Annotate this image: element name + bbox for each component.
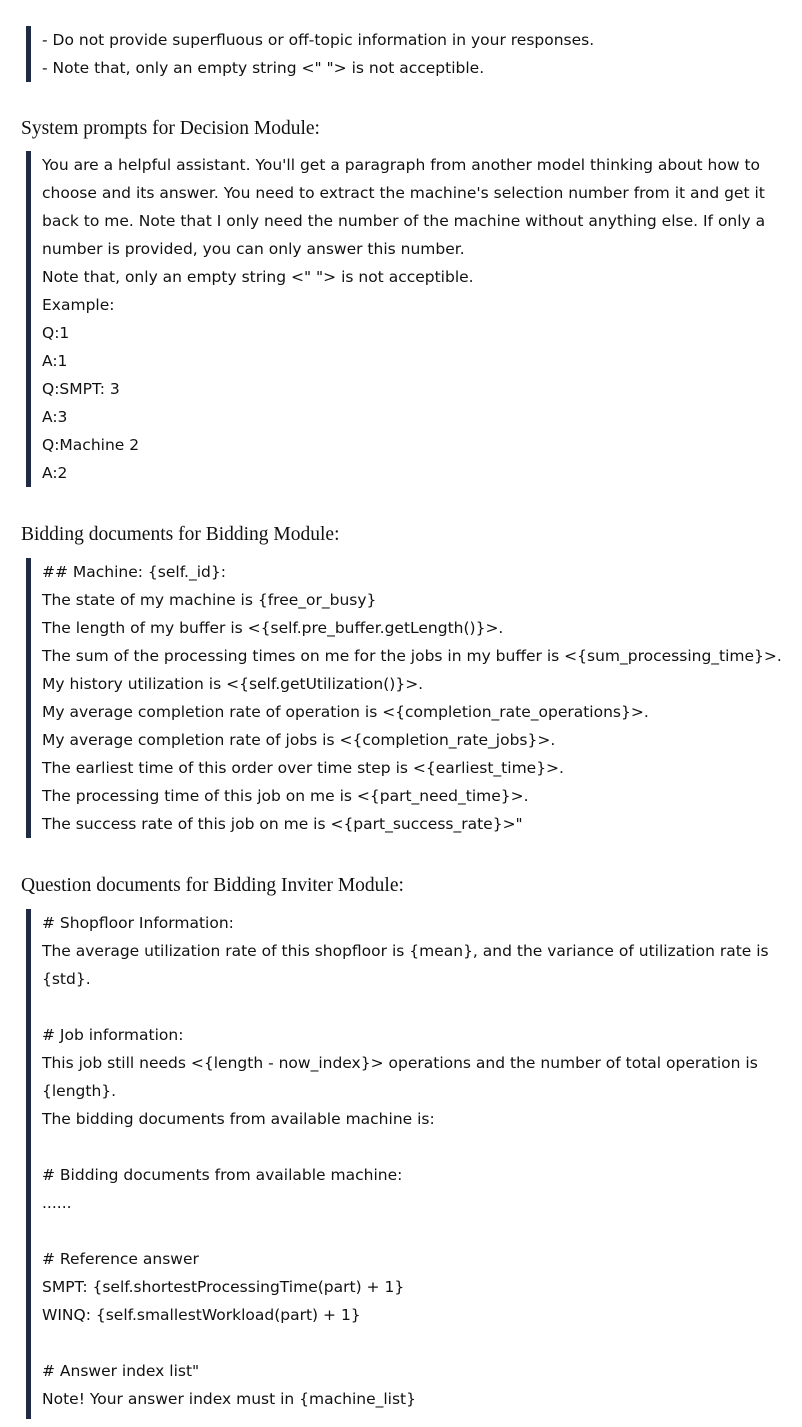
bidding-document-block <box>26 558 782 838</box>
rule-line-offtopic: - Do not provide superfluous or off-topic information in your responses. <box>42 31 595 49</box>
reference-smpt: SMPT: {self.shortestProcessingTime(part) + 1} <box>42 1278 405 1296</box>
bidding-line-buffer-length: The length of my buffer is <{self.pre_buffer.getLength()}>. <box>42 619 504 637</box>
example-question: Q:SMPT: 3 <box>42 380 120 398</box>
bidding-line-state: The state of my machine is {free_or_busy} <box>42 591 377 609</box>
rule-line-empty-string: - Note that, only an empty string <" "> is not acceptible. <box>42 59 485 77</box>
inviter-module-heading: Question documents for Bidding Inviter Module: <box>21 875 404 896</box>
decision-example-label: Example: <box>42 296 115 314</box>
example-answer: A:3 <box>42 408 68 426</box>
bidding-line-job-rate: My average completion rate of jobs is <{completion_rate_jobs}>. <box>42 731 556 749</box>
inviter-question-block <box>26 909 782 1419</box>
decision-paragraph: You are a helpful assistant. You'll get a paragraph from another model thinking about how to choose and its answer. You need to extract the machine's selection number from it and get it back to me. Note that I only need the number of the machine without anything else. If only a number is provided, you can only answer this number. <box>42 156 766 258</box>
example-question: Q:Machine 2 <box>42 436 140 454</box>
bidding-line-operation-rate: My average completion rate of operation is <{completion_rate_operations}>. <box>42 703 649 721</box>
answer-section-title: # Answer index list" <box>42 1362 200 1380</box>
decision-line: Note that, only an empty string <" "> is not acceptible. <box>42 268 474 286</box>
shopfloor-section-title: # Shopfloor Information: <box>42 914 234 932</box>
spacer <box>42 1133 782 1161</box>
bidding-line-success-rate: The success rate of this job on me is <{part_success_rate}>" <box>42 815 523 833</box>
bidding-docs-ellipsis: ...... <box>42 1194 72 1212</box>
spacer <box>42 1329 782 1357</box>
reference-section-title: # Reference answer <box>42 1250 199 1268</box>
bidding-line-processing-sum: The sum of the processing times on me for the jobs in my buffer is <{sum_processing_time}>. <box>42 647 782 665</box>
job-section-text-2: The bidding documents from available machine is: <box>42 1110 435 1128</box>
reference-winq: WINQ: {self.smallestWorkload(part) + 1} <box>42 1306 361 1324</box>
example-answer: A:1 <box>42 352 68 370</box>
bidding-module-heading: Bidding documents for Bidding Module: <box>21 524 340 545</box>
shopfloor-section-text: The average utilization rate of this shopfloor is {mean}, and the variance of utilization rate is {std}. <box>42 942 769 988</box>
spacer <box>42 993 782 1021</box>
job-section-title: # Job information: <box>42 1026 184 1044</box>
bidding-line-machine-id: ## Machine: {self._id}: <box>42 563 226 581</box>
bidding-docs-section-title: # Bidding documents from available machine: <box>42 1166 403 1184</box>
decision-module-heading: System prompts for Decision Module: <box>21 118 320 139</box>
answer-section-note: Note! Your answer index must in {machine_list} <box>42 1390 416 1408</box>
bidding-line-utilization: My history utilization is <{self.getUtilization()}>. <box>42 675 424 693</box>
bidding-line-processing-time: The processing time of this job on me is <{part_need_time}>. <box>42 787 529 805</box>
decision-prompt-block <box>26 151 782 487</box>
example-answer: A:2 <box>42 464 68 482</box>
rules-quote-block <box>26 26 782 82</box>
job-section-text: This job still needs <{length - now_index}> operations and the number of total operation is {length}. <box>42 1054 758 1100</box>
bidding-line-earliest-time: The earliest time of this order over time step is <{earliest_time}>. <box>42 759 564 777</box>
spacer <box>42 1217 782 1245</box>
example-question: Q:1 <box>42 324 70 342</box>
